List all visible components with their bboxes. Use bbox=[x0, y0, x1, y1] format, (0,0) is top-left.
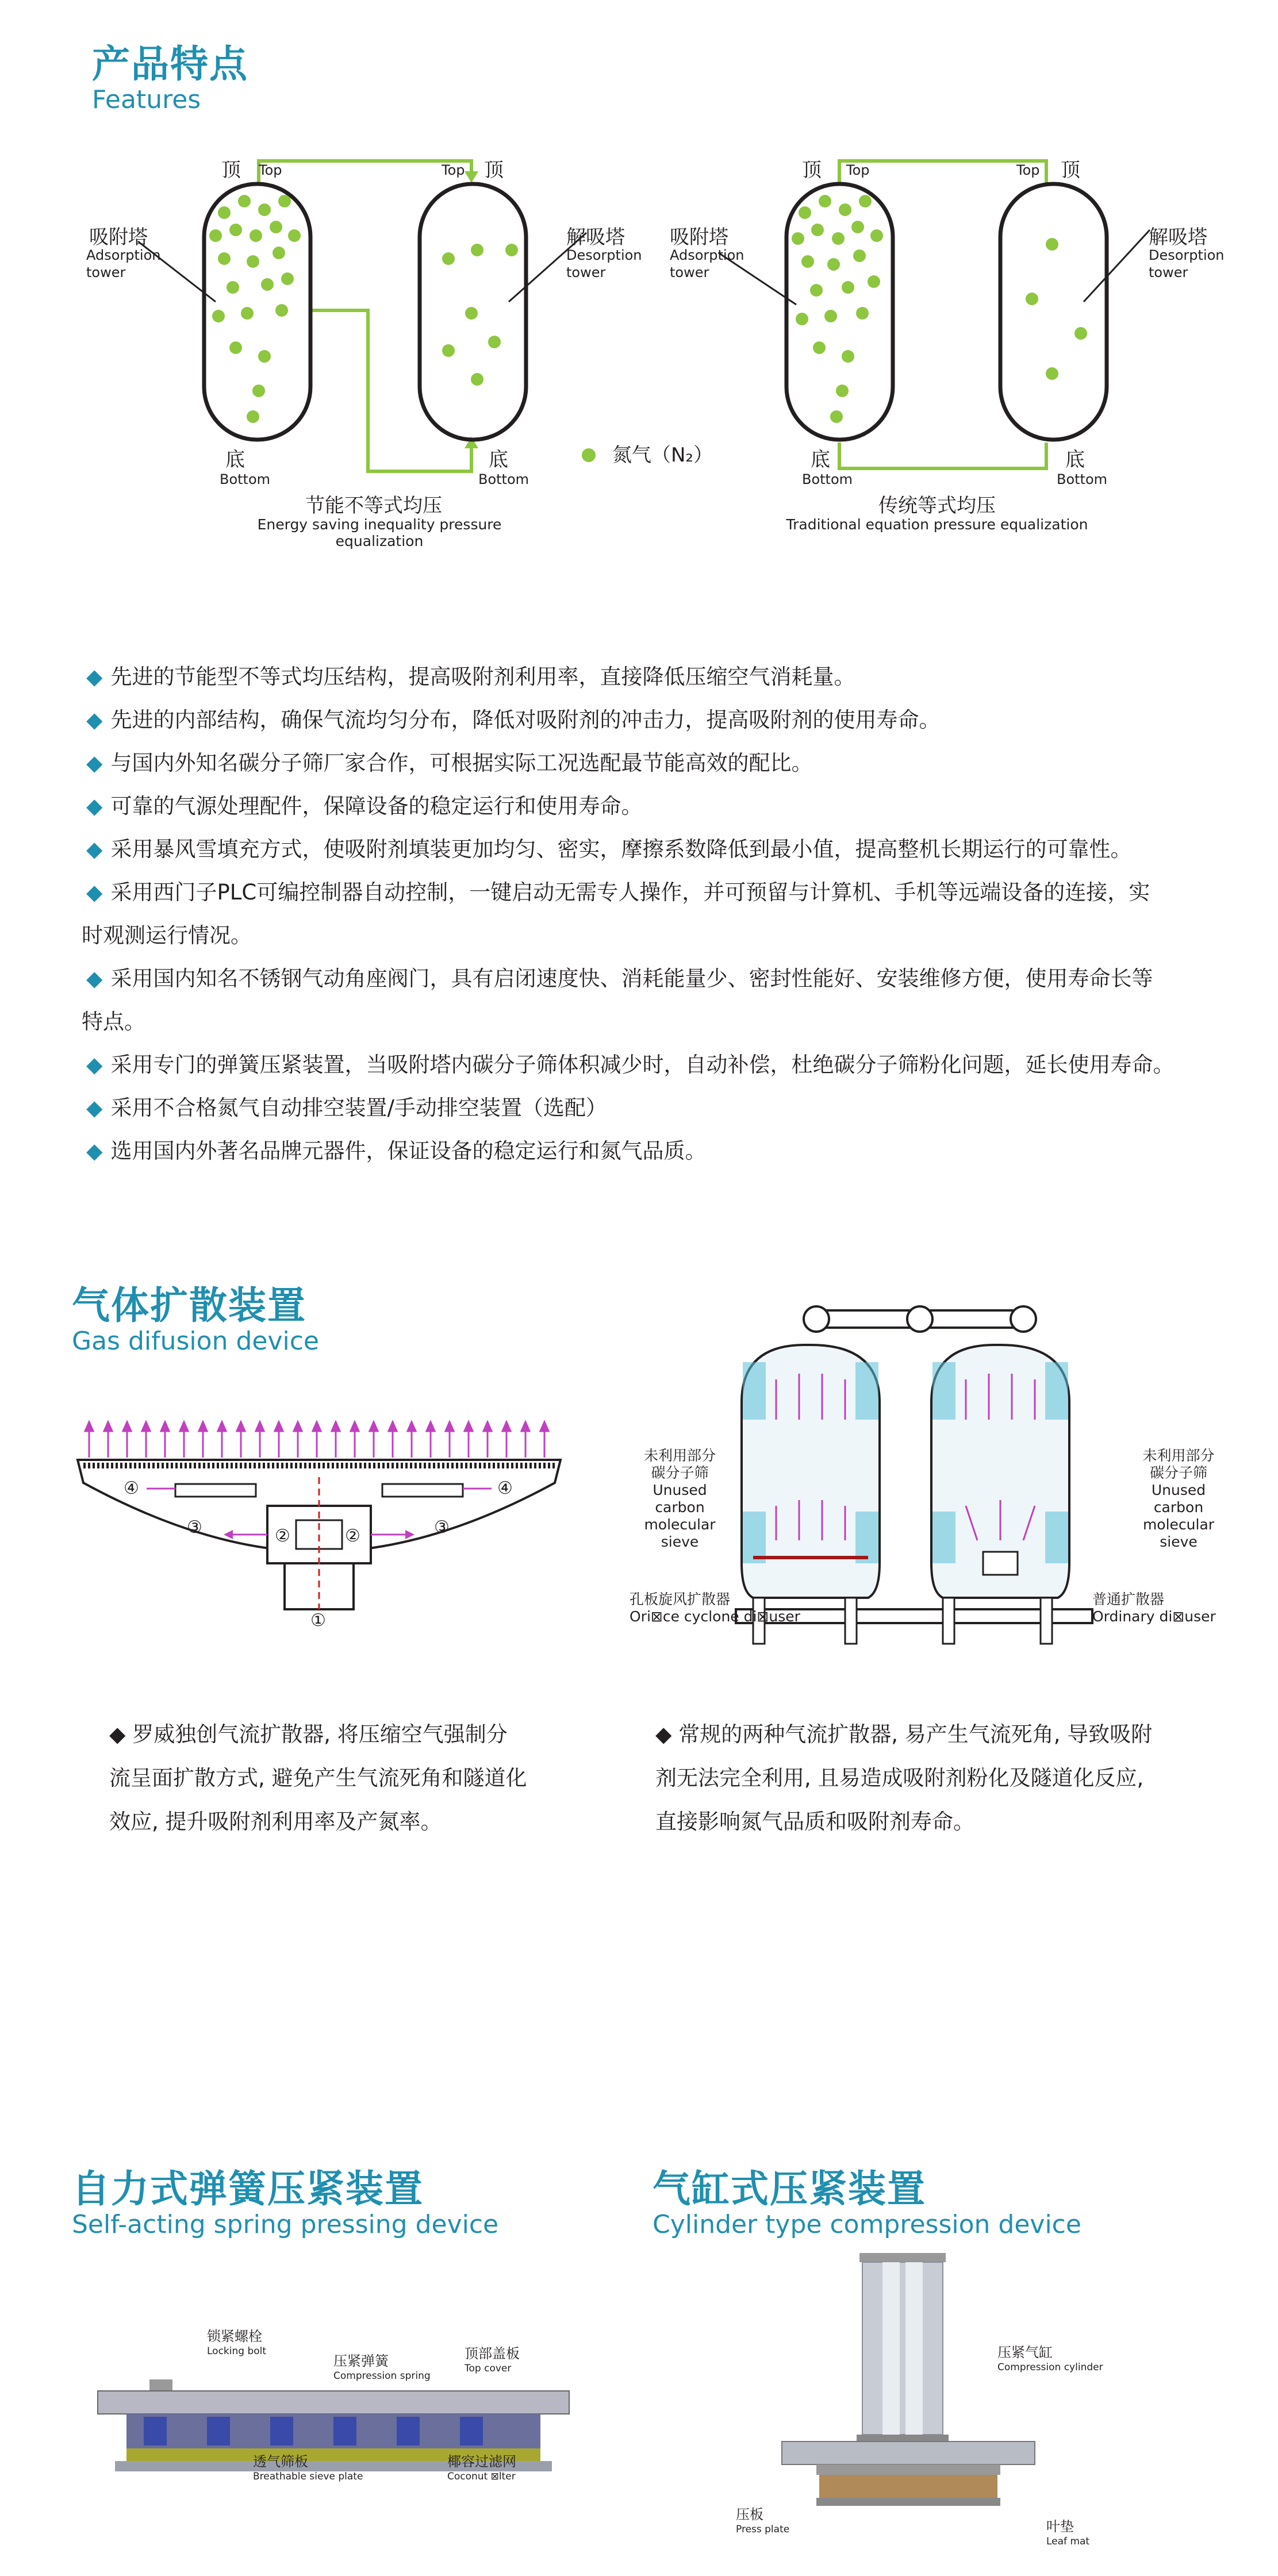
arrow-up-icon bbox=[313, 1422, 321, 1431]
arrow-up-icon bbox=[237, 1422, 245, 1431]
marker-3: ③ bbox=[187, 1517, 202, 1537]
arrow-up-icon bbox=[332, 1422, 340, 1431]
coconut-filter-label: 椰容过滤网 Coconut ⊠lter bbox=[447, 2454, 516, 2482]
diagram-caption-cn: 节能不等式均压 bbox=[305, 494, 442, 517]
bottom-connector bbox=[310, 310, 471, 471]
nitrogen-dots-adsorption bbox=[792, 195, 883, 423]
top-label-cn: 顶 bbox=[1061, 159, 1080, 182]
arrow-up-icon bbox=[123, 1422, 131, 1431]
marker-2: ② bbox=[345, 1526, 360, 1546]
top-label-cn: 顶 bbox=[484, 159, 504, 182]
bottom-label-en: Bottom bbox=[220, 471, 271, 487]
list-item-continued: 特点。 bbox=[82, 1009, 145, 1034]
arrow-up-icon bbox=[483, 1422, 492, 1431]
arrow-up-icon bbox=[85, 1422, 93, 1431]
compression-spring-label: 压紧弹簧 Compression spring bbox=[333, 2353, 431, 2382]
arrow-up-icon bbox=[389, 1422, 397, 1431]
desorption-label-en: Desorption bbox=[1149, 247, 1225, 263]
diamond-icon: ◆ bbox=[86, 966, 103, 991]
bottom-connector bbox=[839, 443, 1046, 468]
bottom-label-en: Bottom bbox=[478, 471, 529, 487]
diagram-caption-en: Energy saving inequality pressure equalization bbox=[257, 516, 502, 549]
top-connector bbox=[839, 161, 1046, 184]
list-item-continued: 时观测运行情况。 bbox=[82, 923, 252, 948]
adsorption-label-en: tower bbox=[86, 264, 126, 280]
nitrogen-dots-desorption bbox=[1026, 238, 1087, 380]
locking-bolt bbox=[149, 2379, 172, 2391]
top-cover bbox=[98, 2391, 569, 2414]
diagram-caption-cn: 传统等式均压 bbox=[878, 494, 996, 517]
arrow-up-icon bbox=[294, 1422, 302, 1431]
right-bracket bbox=[382, 1484, 463, 1497]
sieve-plate-label: 透气筛板 Breathable sieve plate bbox=[253, 2454, 363, 2482]
airflow-arrows bbox=[85, 1422, 548, 1458]
list-item: ◆ 选用国内外著名品牌元器件，保证设备的稳定运行和氮气品质。 bbox=[86, 1139, 707, 1163]
arrow-up-icon bbox=[408, 1422, 416, 1431]
top-label-en: Top bbox=[846, 162, 870, 178]
diamond-icon: ◆ bbox=[86, 708, 103, 732]
cylinder-device-drawing bbox=[770, 2253, 1046, 2523]
unused-sieve-label-right: 未利用部分 碳分子筛 Unused carbon molecular sieve bbox=[1142, 1447, 1215, 1550]
orifice-diffuser-label: 孔板旋风扩散器 Ori⊠ce cyclone di⊠user bbox=[630, 1591, 800, 1625]
marker-3: ③ bbox=[434, 1517, 450, 1537]
unused-sieve-label-left: 未利用部分 碳分子筛 Unused carbon molecular sieve bbox=[643, 1447, 716, 1550]
desorption-label-cn: 解吸塔 bbox=[1149, 226, 1207, 249]
desorption-label-en: Desorption bbox=[566, 247, 642, 263]
diamond-icon: ◆ bbox=[86, 880, 103, 905]
top-cover-label: 顶部盖板 Top cover bbox=[465, 2346, 520, 2374]
list-item: ◆ 采用不合格氮气自动排空装置/手动排空装置（选配） bbox=[86, 1095, 607, 1120]
diffusion-left-text: ◆ 罗威独创气流扩散器, 将压缩空气强制分 流呈面扩散方式, 避免产生气流死角和隧道化 效应, 提升吸附剂利用率及产氮率。 bbox=[109, 1722, 527, 1834]
arrow-up-icon bbox=[521, 1422, 529, 1431]
pointer-desorption bbox=[1084, 230, 1150, 302]
nitrogen-dot-icon bbox=[582, 448, 596, 462]
nitrogen-dots-adsorption bbox=[209, 195, 301, 423]
diagram-caption-en: Traditional equation pressure equalization bbox=[786, 516, 1088, 533]
rowei-diffuser-drawing bbox=[72, 1420, 566, 1638]
list-item: ◆ 先进的内部结构，确保气流均匀分布，降低对吸附剂的冲击力，提高吸附剂的使用寿命。 bbox=[86, 708, 941, 732]
spring-title-cn: 自力式弹簧压紧装置 bbox=[72, 2167, 424, 2211]
diamond-icon: ◆ bbox=[86, 837, 103, 862]
adsorption-label-cn: 吸附塔 bbox=[89, 226, 148, 249]
list-item: ◆ 与国内外知名碳分子筛厂家合作，可根据实际工况选配最节能高效的配比。 bbox=[86, 751, 813, 775]
diamond-icon: ◆ bbox=[86, 751, 103, 775]
ordinary-diffuser bbox=[983, 1552, 1018, 1575]
bottom-label-cn: 底 bbox=[225, 448, 245, 471]
adsorption-label-en: Adsorption bbox=[86, 247, 161, 263]
marker-2: ② bbox=[275, 1526, 290, 1546]
cylinder-title-en: Cylinder type compression device bbox=[653, 2210, 1081, 2239]
locking-bolt-label: 锁紧螺栓 Locking bolt bbox=[207, 2328, 267, 2357]
arrow-down-icon bbox=[465, 171, 478, 183]
press-plate bbox=[816, 2498, 1000, 2506]
nitrogen-dots-desorption bbox=[442, 244, 518, 386]
spring-title-en: Self-acting spring pressing device bbox=[72, 2210, 499, 2239]
adsorption-label-en: tower bbox=[670, 264, 709, 280]
arrow-up-icon bbox=[502, 1422, 511, 1431]
arrow-up-icon bbox=[180, 1422, 188, 1431]
marker-4: ④ bbox=[497, 1478, 513, 1498]
compression-cylinder bbox=[862, 2262, 943, 2435]
bottom-label-cn: 底 bbox=[1065, 448, 1085, 471]
arrow-up-icon bbox=[161, 1422, 169, 1431]
left-bracket bbox=[175, 1484, 256, 1497]
diffusion-right-text: ◆ 常规的两种气流扩散器, 易产生气流死角, 导致吸附 剂无法完全利用, 且易造成吸附剂粉化及隧道化反应, 直接影响氮气品质和吸附剂寿命。 bbox=[655, 1722, 1153, 1834]
list-item: ◆ 采用暴风雪填充方式，使吸附剂填装更加均匀、密实，摩擦系数降低到最小值，提高整机长期运行的可靠性。 bbox=[86, 837, 1132, 862]
bottom-label-en: Bottom bbox=[1057, 471, 1108, 487]
list-item: ◆ 采用国内知名不锈钢气动角座阀门，具有启闭速度快、消耗能量少、密封性能好、安装维修方便，使用寿命长等 bbox=[86, 966, 1153, 991]
top-label-cn: 顶 bbox=[221, 159, 241, 182]
adsorption-label-cn: 吸附塔 bbox=[670, 226, 728, 249]
arrow-up-icon bbox=[427, 1422, 435, 1431]
top-label-en: Top bbox=[1016, 162, 1040, 178]
cylinder-title-cn: 气缸式压紧装置 bbox=[653, 2167, 926, 2211]
list-item: ◆ 先进的节能型不等式均压结构，提高吸附剂利用率，直接降低压缩空气消耗量。 bbox=[86, 664, 855, 689]
legend-label: 氮气（N₂） bbox=[612, 444, 713, 467]
arrow-up-icon bbox=[275, 1422, 283, 1431]
diffusion-title-cn: 气体扩散装置 bbox=[72, 1283, 306, 1328]
features-title-en: Features bbox=[92, 85, 201, 114]
diamond-icon: ◆ bbox=[86, 664, 103, 689]
list-item: ◆ 采用西门子PLC可编控制器自动控制，一键启动无需专人操作，并可预留与计算机、手机等远端设备的连接，实 bbox=[86, 880, 1150, 905]
top-label-en: Top bbox=[259, 162, 282, 178]
leaf-mat bbox=[819, 2475, 997, 2498]
arrow-up-icon bbox=[370, 1422, 378, 1431]
arrow-up-icon bbox=[218, 1422, 226, 1431]
arrow-up-icon bbox=[540, 1422, 548, 1431]
arrow-up-icon bbox=[351, 1422, 359, 1431]
top-label-cn: 顶 bbox=[802, 159, 822, 182]
ordinary-diffuser-label: 普通扩散器 Ordinary di⊠user bbox=[1092, 1591, 1216, 1625]
arrow-up-icon bbox=[104, 1422, 112, 1431]
press-plate-label: 压板 Press plate bbox=[736, 2506, 790, 2535]
bottom-label-cn: 底 bbox=[811, 448, 830, 471]
marker-4: ④ bbox=[124, 1478, 139, 1498]
diamond-icon: ◆ bbox=[86, 1139, 103, 1163]
bottom-label-en: Bottom bbox=[802, 471, 853, 487]
arrow-up-icon bbox=[446, 1422, 454, 1431]
compression-cylinder-label: 压紧气缸 Compression cylinder bbox=[997, 2344, 1103, 2373]
diamond-icon: ◆ bbox=[86, 1095, 103, 1120]
marker-1: ① bbox=[310, 1610, 326, 1631]
diamond-icon: ◆ bbox=[86, 794, 103, 818]
desorption-label-cn: 解吸塔 bbox=[566, 226, 625, 249]
list-item: ◆ 可靠的气源处理配件，保障设备的稳定运行和使用寿命。 bbox=[86, 794, 643, 818]
bottom-label-cn: 底 bbox=[489, 448, 508, 471]
adsorption-label-en: Adsorption bbox=[670, 247, 744, 263]
desorption-label-en: tower bbox=[1149, 264, 1188, 280]
diamond-icon: ◆ bbox=[86, 1052, 103, 1077]
adsorption-tower bbox=[786, 184, 893, 440]
desorption-tower bbox=[1000, 184, 1107, 440]
features-title-cn: 产品特点 bbox=[92, 42, 248, 86]
top-label-en: Top bbox=[442, 162, 465, 178]
arrow-up-icon bbox=[142, 1422, 150, 1431]
arrow-up-icon bbox=[465, 1422, 473, 1431]
diffusion-title-en: Gas difusion device bbox=[72, 1327, 319, 1356]
arrow-up-icon bbox=[199, 1422, 207, 1431]
flange bbox=[782, 2442, 1035, 2464]
arrow-up-icon bbox=[256, 1422, 264, 1431]
feature-list bbox=[82, 655, 1207, 1172]
list-item: ◆ 采用专门的弹簧压紧装置，当吸附塔内碳分子筛体积减少时，自动补偿，杜绝碳分子筛粉化问题，延长使用寿命。 bbox=[86, 1052, 1175, 1077]
cylinder-cap-top bbox=[859, 2253, 946, 2262]
top-connector bbox=[259, 161, 471, 184]
leaf-mat-label: 叶垫 Leaf mat bbox=[1046, 2519, 1090, 2547]
desorption-label-en: tower bbox=[566, 264, 606, 280]
